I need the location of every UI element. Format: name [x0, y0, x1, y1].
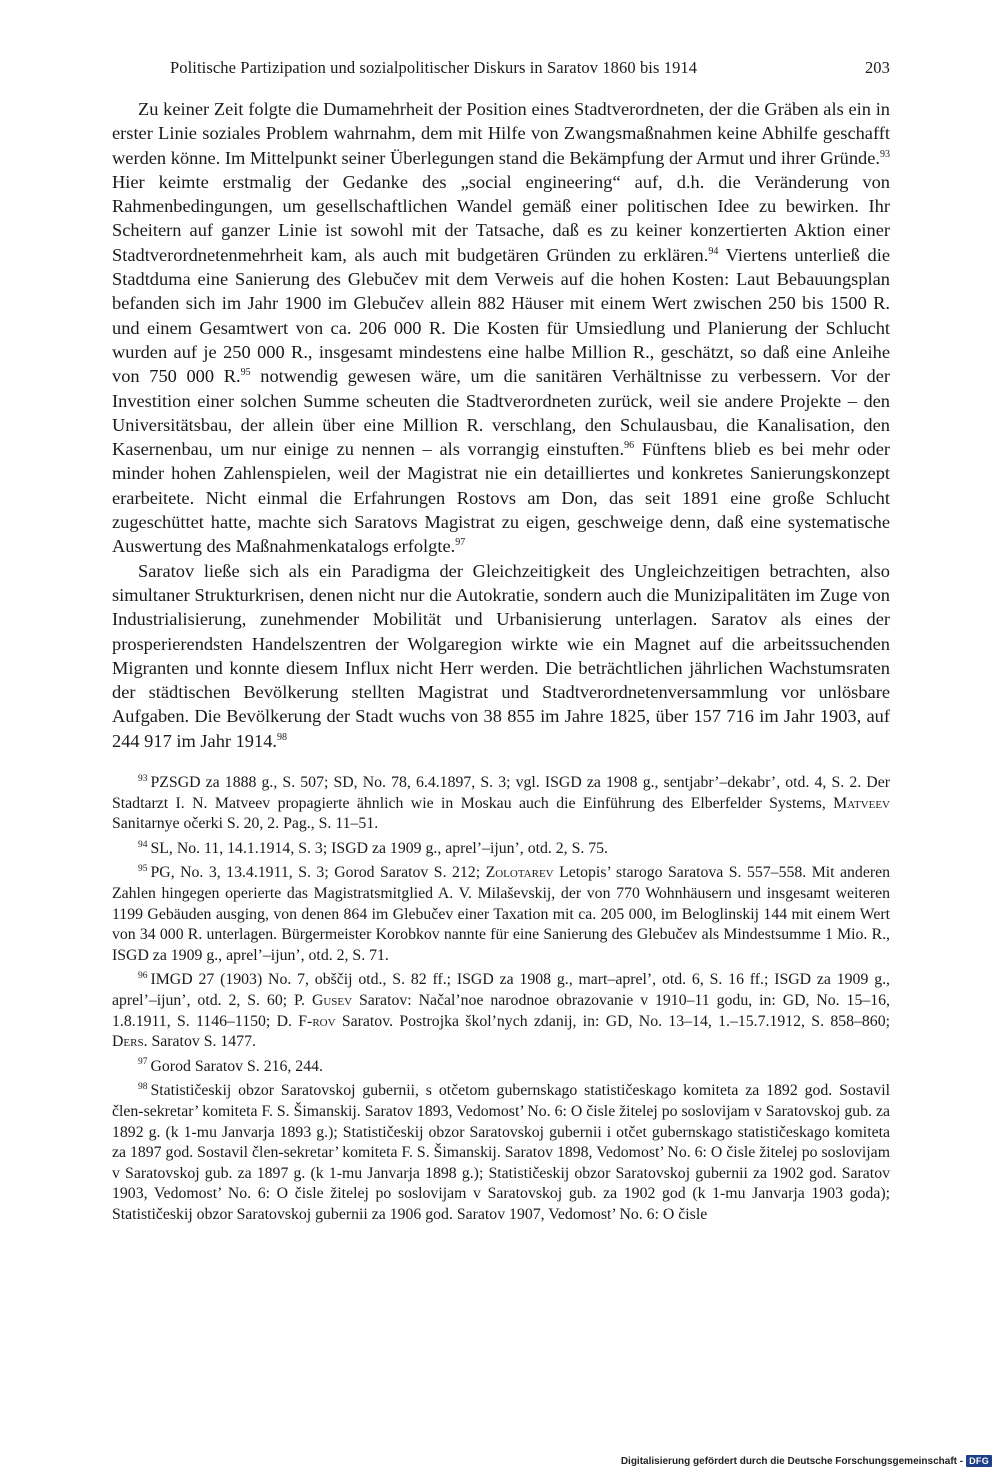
running-header: [112, 58, 890, 78]
footnote-95: [112, 863, 890, 966]
author-name: Ders: [112, 1033, 144, 1051]
text-run: IMGD 27 (1903) No. 7, obščij otd., S. 82 ff.; ISGD za 1908 g., mart–aprel’, otd. 6, S. 16 ff.; ISGD za 1909 g., aprel’–ijun’, otd. 2, S. 60; P.: [112, 971, 890, 1009]
text-run: Zu keiner Zeit folgte die Dumamehrheit der Position eines Stadtverordneten, der die Gräben als ein in erster Linie soziales Problem wahrnahm, dem mit Hilfe von Zwangsmaßnahmen keine Abhilfe geschafft werden könne. Im Mittelpunkt seiner Überlegungen stand die Bekämpfung der Armut und ihrer Gründe.: [112, 99, 890, 168]
footnote-97: [112, 1057, 890, 1078]
author-name: rov: [312, 1012, 336, 1030]
footnote-mark: 96: [138, 971, 148, 982]
footnote-94: [112, 839, 890, 860]
text-run: Statističeskij obzor Saratovskoj gubernii, s otčetom gubernskago statističeskago komiteta za 1892 god. Sostavil člen-sekretar’ komiteta F. S. Šimanskij. Saratov 1893, Vedomost’ No. 6: O čisle žitelej po soslovijam v Saratovskoj gub. za 1892 g. (k 1-mu Janvarja 1893 g.); Statističeskij obzor Saratovskoj gubernii i otčet gubernskago statističeskago komiteta za 1897 god. Sostavil člen-sekretar’ komiteta F. S. Šimanskij. Saratov 1898, Vedomost’ No. 6: O čisle žitelej po soslovijam v Saratovskoj gub. za 1897 g. (k 1-mu Janvarja 1898 g.); Statističeskij obzor Saratovskoj gubernii za 1902 god. Saratov 1903, Vedomost’ No. 6: O čisle žitelej po soslovijam v Saratovskoj gub. za 1902 god (k 1-mu Janvarja 1903 goda); Statističeskij obzor Saratovskoj gubernii za 1906 god. Saratov 1907, Vedomost’ No. 6: O čisle: [112, 1082, 890, 1223]
footnote-mark: 93: [138, 773, 148, 784]
text-run: SL, No. 11, 14.1.1914, S. 3; ISGD za 1909 g., aprel’–ijun’, otd. 2, S. 75.: [150, 839, 609, 857]
running-title: Politische Partizipation und sozialpolitischer Diskurs in Saratov 1860 bis 1914: [170, 58, 698, 77]
text-run: Viertens unterließ die Stadtduma eine Sanierung des Glebučev mit dem Verweis auf die hohen Kosten: Laut Bebauungsplan befanden sich im Jahr 1900 im Glebučev allein 882 Häuser mit einem Wert zwischen 250 bis 1500 R. und einem Gesamtwert von ca. 206 000 R. Die Kosten für Umsiedlung und Planierung der Schlucht wurden auf je 250 000 R., insgesamt mindestens eine halbe Million R., geschätzt, so daß eine Anleihe von 750 000 R.: [112, 244, 890, 387]
footnote-ref: 97: [455, 537, 466, 549]
footnote-ref: 94: [708, 245, 719, 257]
footnote-ref: 95: [240, 367, 251, 379]
footnote-ref: 93: [880, 148, 890, 160]
footnote-mark: 94: [138, 839, 148, 850]
document-page: [112, 58, 890, 1229]
text-run: Hier keimte erstmalig der Gedanke des „social engineering“ auf, d.h. die Veränderung von Rahmenbedingungen, um gesellschaftlichen Wandel gemäß einer politischen Idee zu bewirken. Ihr Scheitern auf ganzer Linie ist sowohl mit der Tatsache, daß es zu keiner konzertierten Aktion einer Stadtverordnetenmehrheit kam, als auch mit budgetären Gründen zu erklären.: [112, 171, 890, 265]
author-name: Zolotarev: [485, 864, 554, 882]
text-run: Fünftens blieb es bei mehr oder minder hohen Zahlenspielen, weil der Magistrat nie ein detailliertes und konkretes Sanierungskonzept erarbeitete. Nicht einmal die Erfahrungen Rostovs am Don, das seit 1891 eine große Schlucht zugeschüttet hatte, machte sich Saratovs Magistrat zu eigen, geschweige denn, daß eine systematische Auswertung des Maßnahmenkatalogs erfolgte.: [112, 439, 890, 557]
body-text: [112, 97, 890, 753]
dfg-logo-icon: DFG: [966, 1455, 992, 1467]
footnote-98: [112, 1081, 890, 1225]
page-number: 203: [864, 58, 890, 77]
footnote-96: [112, 970, 890, 1052]
author-name: Gusev: [311, 991, 353, 1009]
footnote-mark: 95: [138, 864, 148, 875]
footnote-mark: 97: [138, 1057, 148, 1068]
text-run: Saratov. Postrojka škol’nych zdanij, in: GD, No. 13–14, 1.–15.7.1912, S. 858–860;: [335, 1012, 890, 1030]
text-run: Gorod Saratov S. 216, 244.: [150, 1057, 323, 1075]
footnotes: [112, 773, 890, 1225]
text-run: Sanitarnye očerki S. 20, 2. Pag., S. 11–51.: [112, 815, 379, 833]
text-run: Letopis’ starogo Saratova S. 557–558. Mit anderen Zahlen hingegen operierte das Magistratsmitglied A. V. Milaševskij, der von 770 Wohnhäusern und insgesamt weiteren 1199 Gebäuden ausging, von denen 864 im Glebučev einer Taxation mit ca. 205 000, im Beloglinskij 144 mit einem Wert von 34 000 R. unterlagen. Bürgermeister Korobkov nannte für eine Sanierung des Glebučev als Mindestsumme 1 Mio. R., ISGD za 1909 g., aprel’–ijun’, otd. 2, S. 71.: [112, 864, 890, 964]
text-run: Saratov ließe sich als ein Paradigma der Gleichzeitigkeit des Ungleichzeitigen betrachten, also simultaner Strukturkrisen, denen nicht nur die Autokratie, sondern auch die Munizipalitäten im Zuge von Industrialisierung, zunehmender Mobilität und Urbanisierung unterlagen. Saratov als eines der prosperierendsten Handelszentren der Wolgaregion wirkte wie ein Magnet auf die arbeitssuchenden Migranten und konnte diesem Influx nicht Herr werden. Die beträchtlichen jährlichen Wachstumsraten der städtischen Bevölkerung stellten Magistrat und Stadtverordnetenversammlung vor unlösbare Aufgaben. Die Bevölkerung der Stadt wuchs von 38 855 im Jahre 1825, über 157 716 im Jahr 1903, auf 244 917 im Jahr 1914.: [112, 560, 890, 751]
text-run: . Saratov S. 1477.: [143, 1033, 256, 1051]
footnote-93: [112, 773, 890, 835]
footer-credit: Digitalisierung gefördert durch die Deutsche Forschungsgemeinschaft -: [620, 1455, 964, 1467]
paragraph-1: [112, 97, 890, 559]
text-run: PZSGD za 1888 g., S. 507; SD, No. 78, 6.4.1897, S. 3; vgl. ISGD za 1908 g., sentjabr’–dekabr’, otd. 4, S. 2. Der Stadtarzt I. N. Matveev propagierte ähnlich wie in Moskau auch die Einführung des Elberfelder Systems,: [112, 774, 890, 812]
footnote-ref: 96: [624, 440, 635, 452]
footnote-ref: 98: [277, 731, 287, 743]
text-run: notwendig gewesen wäre, um die sanitären Verhältnisse zu verbessern. Vor der Investition einer solchen Summe scheuten die Stadtverordneten zurück, weil sie andere Projekte – den Universitätsbau, der allein über eine Million R. verschlang, den Schulausbau, die Kanalisation, den Kasernenbau, um nur einige zu nennen – als vorrangig einstuften.: [112, 366, 891, 460]
author-name: Matveev: [833, 794, 890, 812]
paragraph-2: [112, 559, 890, 753]
digitization-footer: [621, 1455, 992, 1467]
text-run: Saratov: Načal’noe narodnoe obrazovanie v 1910–11 godu, in: GD, No. 15–16, 1.8.1911, S. 1146–1150; D. F-: [112, 991, 890, 1030]
text-run: PG, No. 3, 13.4.1911, S. 3; Gorod Saratov S. 212;: [150, 864, 486, 882]
footnote-mark: 98: [138, 1082, 148, 1093]
